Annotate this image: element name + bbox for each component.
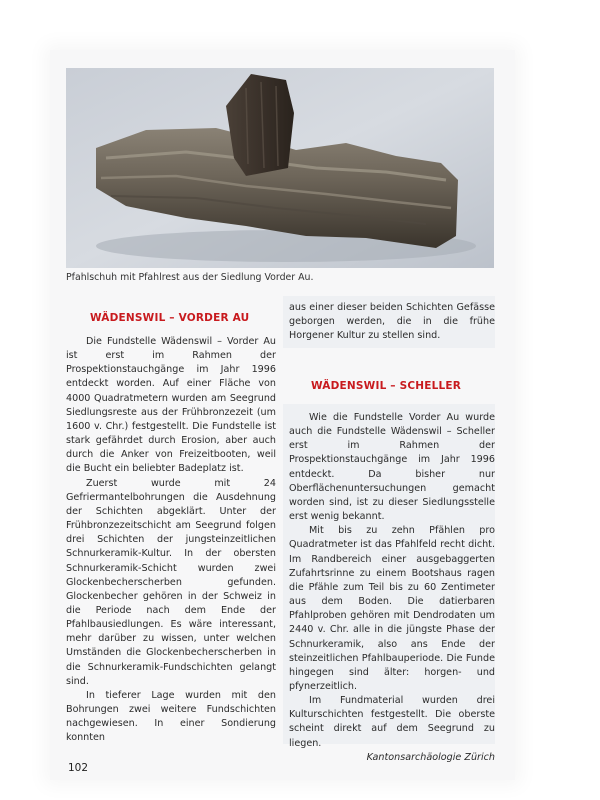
paragraph: Mit bis zu zehn Pfählen pro Quadratmeter ist das Pfahlfeld recht dicht. Im Randbereich einer ausgebaggerten Zufahrtsrinne zu einem Bootshaus ragen die Pfähle zum Teil bis zu 60 Zentimeter aus dem Boden. Die datierbaren Pfahlproben gehören mit Dendrodaten um 2440 v. Chr. alle in die jüngste Phase der Schnurkeramik, also ans Ende der steinzeitlichen Pfahlbauperiode. Die Funde hingegen sind älter: horgen- und pfynerzeitlich. bbox=[289, 525, 495, 692]
paragraph: Zuerst wurde mit 24 Gefriermantelbohrungen die Ausdehnung der Schichten abgeklärt. Unter der Frühbronzezeitschicht am Seegrund folgen drei Schichten der jungsteinzeitlichen Schnurkeramik-Kultur. In der obersten Schnurkeramik-Schicht wurden zwei Glockenbecherscherben gefunden. Glockenbecher gehören in der Schweiz in die Periode nach dem Ende der Pfahlbausiedlungen. Es wäre interessant, mehr darüber zu wissen, unter welchen Umständen die Glockenbecherscherben in die Schnurkeramik-Fundschichten gelangt sind. bbox=[66, 477, 276, 687]
right-column-continuation bbox=[289, 301, 495, 343]
figure-photo bbox=[66, 68, 494, 268]
paragraph: Im Fundmaterial wurden drei Kulturschichten festgestellt. Die oberste scheint direkt auf dem Seegrund zu liegen. bbox=[289, 695, 495, 749]
section-heading-vorder-au: WÄDENSWIL – VORDER AU bbox=[90, 312, 250, 324]
paragraph: Die Fundstelle Wädenswil – Vorder Au ist erst im Rahmen der Prospektionstauchgänge im Jahr 1996 entdeckt worden. Auf einer Fläche von 4000 Quadratmetern wurden am Seegrund Siedlungsreste aus der Frühbronzezeit (um 1600 v. Chr.) festgestellt. Die Fundstelle ist stark gefährdet durch Erosion, aber auch durch die Anker von Freizeitbooten, weil die Bucht ein beliebter Badeplatz ist. bbox=[66, 336, 276, 475]
right-column bbox=[289, 411, 495, 765]
author-signature: Kantonsarchäologie Zürich bbox=[366, 751, 495, 763]
paragraph: aus einer dieser beiden Schichten Gefässe geborgen werden, die in die frühe Horgener Kultur zu stellen sind. bbox=[289, 302, 495, 342]
section-heading-scheller: WÄDENSWIL – SCHELLER bbox=[311, 380, 462, 392]
page-number: 102 bbox=[68, 762, 89, 774]
pile-shoe-photo bbox=[66, 68, 494, 268]
left-column bbox=[66, 335, 276, 746]
paragraph: In tieferer Lage wurden mit den Bohrungen zwei weitere Fundschichten nachgewiesen. In einer Sondierung konnten bbox=[66, 689, 276, 744]
figure-caption: Pfahlschuh mit Pfahlrest aus der Siedlung Vorder Au. bbox=[66, 272, 314, 283]
paragraph: Wie die Fundstelle Vorder Au wurde auch die Fundstelle Wädenswil – Scheller erst im Rahmen der Prospektionstauchgänge im Jahr 1996 entdeckt. Da bisher nur Oberflächenuntersuchungen gemacht worden sind, ist zu dieser Siedlungsstelle erst wenig bekannt. bbox=[289, 412, 495, 523]
